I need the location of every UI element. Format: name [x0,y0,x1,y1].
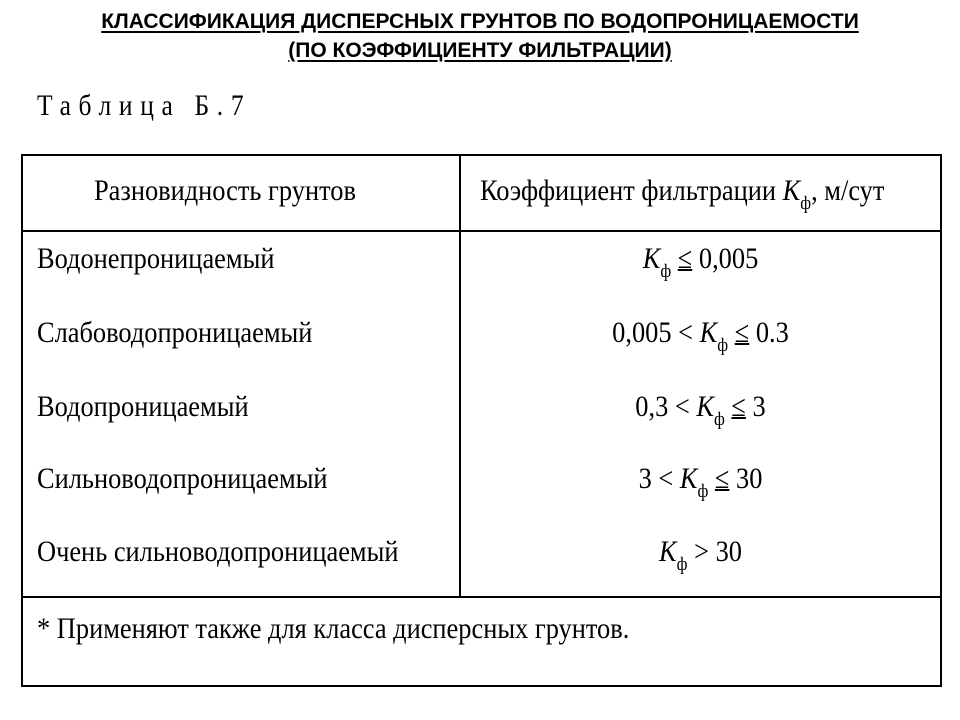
row-1-soil-type: Водонепроницаемый [37,242,275,275]
header-k-symbol: K [782,174,801,207]
table-footnote: * Применяют также для класса дисперсных грунтов. [37,612,630,645]
row-1-k-symbol: K [642,242,661,275]
header-divider [21,230,942,232]
row-5-upper-operator: > [687,535,716,568]
row-4-lower-operator: < [651,462,680,495]
row-4-upper-operator [708,462,736,495]
row-2-k-symbol: K [699,316,718,349]
row-2-lower-operator: < [671,316,700,349]
header-coef-unit: , м/сут [811,174,885,207]
table-label: Таблица Б.7 [37,89,252,122]
header-coef-prefix: Коэффициент фильтрации [480,174,783,207]
less-or-equal-sign: ≤ [734,316,750,349]
row-4-k-subscript: ф [697,481,709,502]
row-1-upper-bound: 0,005 [698,242,759,275]
row-3-upper-bound: 3 [752,390,766,423]
column-divider [459,154,461,598]
row-3-k-symbol: K [696,390,714,423]
column-header-soil-type: Разновидность грунтов [94,174,356,207]
footnote-divider [21,596,942,598]
less-or-equal-sign: ≤ [677,242,693,275]
row-4-soil-type: Сильноводопроницаемый [37,462,328,495]
row-4-upper-bound: 30 [736,462,763,495]
row-5-upper-bound: 30 [715,535,742,568]
row-5-k-symbol: K [659,535,677,568]
row-4-k-symbol: K [679,462,698,495]
row-4-lower-bound: 3 [638,462,652,495]
row-3-k-subscript: ф [713,409,725,430]
row-2-soil-type: Слабоводопроницаемый [37,316,313,349]
row-4-coefficient-range [490,461,912,501]
row-2-upper-operator [728,316,756,349]
row-3-lower-operator: < [668,390,697,423]
page-title-line-1: КЛАССИФИКАЦИЯ ДИСПЕРСНЫХ ГРУНТОВ ПО ВОДОПРОНИЦАЕМОСТИ [101,10,859,33]
row-5-coefficient-range [490,534,912,574]
row-2-lower-bound: 0,005 [612,316,672,349]
row-2-k-subscript: ф [717,335,729,356]
page-title-line-2: (ПО КОЭФФИЦИЕНТУ ФИЛЬТРАЦИИ) [288,39,672,62]
row-2-upper-bound: 0.3 [755,316,789,349]
less-or-equal-sign: ≤ [714,462,730,495]
row-3-soil-type: Водопроницаемый [37,390,249,423]
row-1-upper-operator [671,242,699,275]
less-or-equal-sign: ≤ [731,390,746,423]
row-1-k-subscript: ф [660,261,672,282]
row-3-lower-bound: 0,3 [635,390,669,423]
row-3-coefficient-range [490,389,912,429]
row-5-k-subscript: ф [676,554,688,575]
header-k-subscript: ф [800,193,812,214]
row-5-soil-type: Очень сильноводопроницаемый [37,535,399,568]
row-1-coefficient-range [490,241,912,281]
column-header-filtration-coefficient [480,173,884,213]
row-2-coefficient-range [490,315,912,355]
row-3-upper-operator [725,390,753,423]
